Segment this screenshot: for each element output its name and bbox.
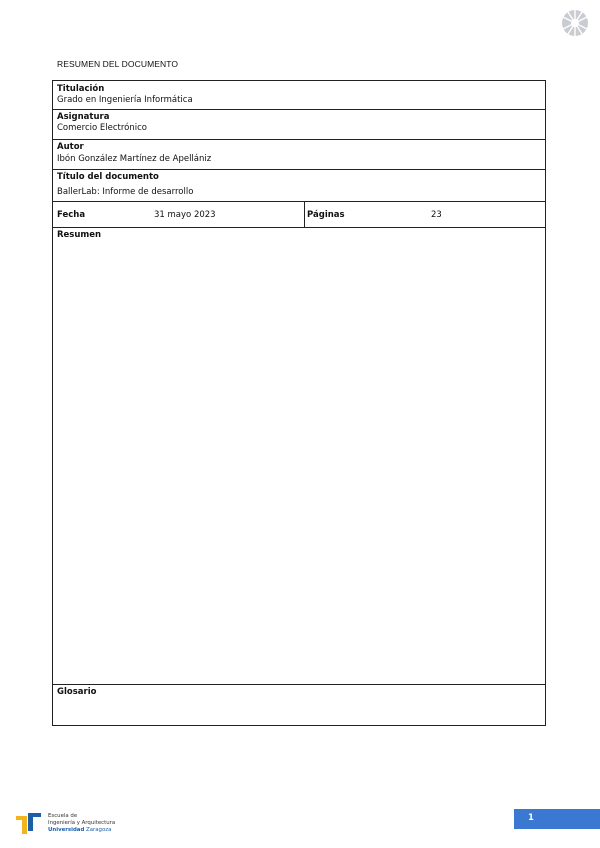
page-number: 1 (528, 813, 534, 823)
glosario-label: Glosario (57, 687, 97, 697)
university-logo-text (48, 813, 115, 834)
university-logo-icon (16, 812, 42, 836)
row-titulacion (53, 81, 545, 110)
university-line (48, 827, 115, 834)
paginas-label: Páginas (307, 210, 345, 220)
row-titulo (53, 170, 545, 202)
autor-value: Ibón González Martínez de Apellániz (57, 154, 212, 164)
column-divider (304, 202, 305, 227)
titulo-value: BallerLab: Informe de desarrollo (57, 187, 194, 197)
resumen-label: Resumen (57, 230, 102, 240)
document-heading: RESUMEN DEL DOCUMENTO (57, 59, 179, 69)
university-seal-icon (561, 9, 589, 37)
row-fecha-paginas (53, 202, 545, 228)
row-resumen (53, 228, 545, 685)
asignatura-label: Asignatura (57, 112, 110, 122)
school-line-2: Ingeniería y Arquitectura (48, 820, 116, 826)
paginas-value: 23 (431, 210, 442, 220)
school-line-1: Escuela de (48, 813, 78, 819)
fecha-label: Fecha (57, 210, 86, 220)
row-autor (53, 140, 545, 170)
university-city: Zaragoza (86, 827, 112, 833)
page-number-box (514, 809, 600, 829)
row-glosario (53, 685, 545, 725)
asignatura-value: Comercio Electrónico (57, 123, 147, 133)
row-asignatura (53, 110, 545, 140)
fecha-value: 31 mayo 2023 (154, 210, 216, 220)
titulacion-label: Titulación (57, 84, 105, 94)
document-summary-table (52, 80, 546, 726)
titulacion-value: Grado en Ingeniería Informática (57, 95, 193, 105)
autor-label: Autor (57, 142, 84, 152)
titulo-label: Título del documento (57, 172, 159, 182)
university-name: Universidad (48, 827, 85, 833)
